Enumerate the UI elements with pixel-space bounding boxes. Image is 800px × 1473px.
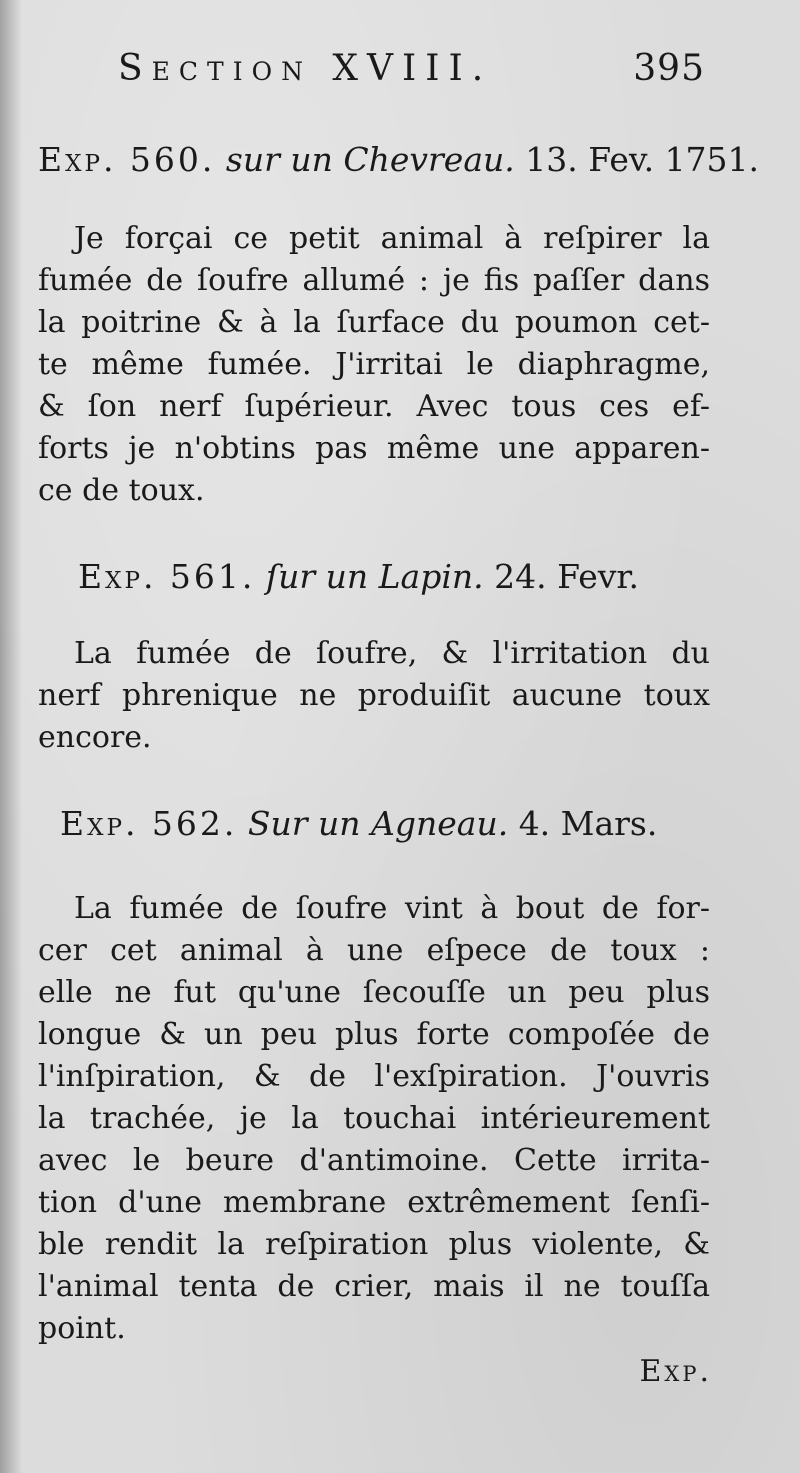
paragraph-line: point. — [38, 1311, 126, 1346]
section-title: Section XVIII. — [118, 48, 493, 89]
paragraph-line: nerf phrenique ne produiſit aucune toux — [38, 678, 710, 713]
paragraph-line: elle ne fut qu'une ſecouſſe un peu plus — [38, 975, 710, 1010]
experiment-heading — [38, 138, 760, 182]
experiment-label: Exp. 560. — [38, 140, 216, 179]
paragraph-line: encore. — [38, 720, 152, 755]
experiment-560 — [38, 138, 760, 512]
paragraph-line: la poitrine & à la ſurface du poumon cet- — [38, 305, 710, 340]
paragraph-line: & ſon nerf ſupérieur. Avec tous ces ef- — [38, 389, 710, 424]
experiment-label: Exp. 562. — [60, 804, 238, 843]
paragraph-line: avec le beure d'antimoine. Cette irrita- — [38, 1143, 710, 1178]
experiment-date: 24. Fevr. — [494, 557, 640, 596]
experiment-subject: ſur un Lapin. — [265, 557, 484, 596]
paragraph-line: te même fumée. J'irritai le diaphragme, — [38, 347, 710, 382]
paragraph-line: tion d'une membrane extrêmement ſenſi- — [38, 1185, 710, 1220]
experiment-label: Exp. 561. — [78, 557, 256, 596]
experiment-date: 4. Mars. — [518, 804, 658, 843]
experiment-heading — [38, 802, 710, 846]
paragraph-line: cer cet animal à une eſpece de toux : — [38, 933, 710, 968]
running-head — [118, 48, 705, 98]
catchword: Exp. — [639, 1354, 712, 1389]
paragraph-line: ce de toux. — [38, 473, 205, 508]
experiment-paragraph — [38, 888, 710, 1350]
experiment-paragraph — [38, 633, 710, 759]
paragraph-line: Je forçai ce petit animal à reſpirer la — [74, 221, 710, 256]
paragraph-line: La fumée de ſoufre vint à bout de for- — [74, 891, 710, 926]
paragraph-line: l'inſpiration, & de l'exſpiration. J'ouvris — [38, 1059, 710, 1094]
gutter-shadow — [0, 0, 22, 1473]
experiment-561 — [38, 555, 710, 759]
paragraph-line: longue & un peu plus forte compoſée de — [38, 1017, 710, 1052]
experiment-562 — [38, 802, 710, 1350]
experiment-subject: Sur un Agneau. — [247, 804, 509, 843]
experiment-heading — [38, 555, 710, 599]
experiment-date: 13. Fev. 1751. — [525, 140, 760, 179]
paragraph-line: La fumée de ſoufre, & l'irritation du — [74, 636, 710, 671]
paragraph-line: fumée de ſoufre allumé : je fis paſſer dans — [38, 263, 710, 298]
page-number: 395 — [633, 48, 705, 89]
paragraph-line: forts je n'obtins pas même une apparen- — [38, 431, 710, 466]
paragraph-line: ble rendit la reſpiration plus violente, & — [38, 1227, 710, 1262]
paragraph-line: l'animal tenta de crier, mais il ne touſſa — [38, 1269, 710, 1304]
experiment-paragraph — [38, 218, 710, 512]
paragraph-line: la trachée, je la touchai intérieurement — [38, 1101, 710, 1136]
experiment-subject: sur un Chevreau. — [225, 140, 515, 179]
